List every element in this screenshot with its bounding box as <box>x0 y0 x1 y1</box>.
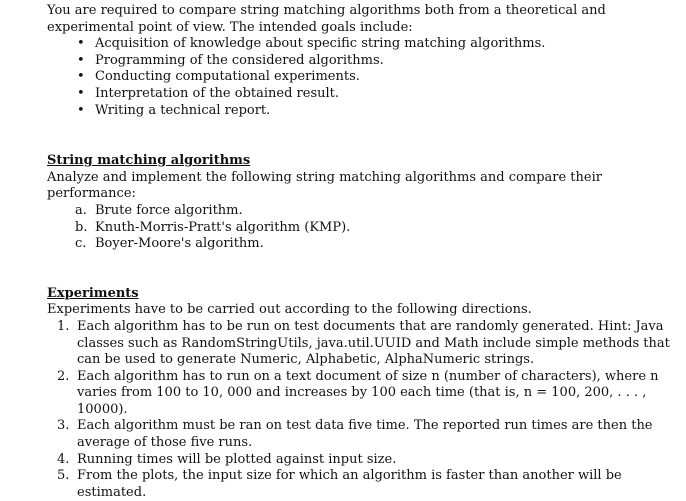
list-marker: 2. <box>57 368 70 384</box>
step-text: Each algorithm must be ran on test data five time. The reported run times are then the average of those five runs. <box>77 418 653 451</box>
document-page <box>47 3 679 501</box>
bullet-icon: • <box>77 85 85 101</box>
algorithm-text: Boyer-Moore's algorithm. <box>95 236 264 252</box>
step-text: From the plots, the input size for which an algorithm is faster than another will be estimated. <box>77 468 622 500</box>
list-item <box>75 220 679 237</box>
algorithm-text: Brute force algorithm. <box>95 202 243 218</box>
step-text: Each algorithm has to be run on test documents that are randomly generated. Hint: Java classes such as RandomStringUtils, java.util.UUID and Math include simple methods that can be used to generate Numeric, Alphabetic, AlphaNumeric strings. <box>77 318 670 368</box>
list-item <box>57 369 679 419</box>
string-matching-description: Analyze and implement the following string matching algorithms and compare their performance: <box>47 169 602 202</box>
step-text: Each algorithm has to run on a text document of size n (number of characters), where n varies from 100 to 10, 000 and increases by 100 each time (that is, n = 100, 200, . . . , 10000). <box>77 368 659 417</box>
list-item <box>77 53 679 70</box>
list-item <box>77 36 679 53</box>
goal-text: Conducting computational experiments. <box>95 69 360 85</box>
experiments-heading: Experiments <box>47 285 139 301</box>
list-marker: 4. <box>57 451 70 467</box>
list-item <box>57 452 679 469</box>
experiments-steps-list <box>47 319 679 501</box>
list-marker: b. <box>75 219 88 235</box>
bullet-icon: • <box>77 52 85 68</box>
list-marker: 1. <box>57 318 70 334</box>
list-item <box>77 103 679 120</box>
list-marker: 3. <box>57 418 70 434</box>
goal-text: Programming of the considered algorithms. <box>95 52 384 68</box>
list-item <box>57 468 679 501</box>
list-item <box>77 86 679 103</box>
bullet-icon: • <box>77 69 85 85</box>
list-item <box>77 69 679 86</box>
string-matching-heading: String matching algorithms <box>47 153 251 169</box>
list-item <box>57 418 679 451</box>
goals-list <box>47 36 679 119</box>
list-marker: 5. <box>57 468 70 484</box>
goal-text: Acquisition of knowledge about specific string matching algorithms. <box>95 36 546 52</box>
goal-text: Writing a technical report. <box>95 102 271 118</box>
goal-text: Interpretation of the obtained result. <box>95 85 340 101</box>
list-marker: a. <box>75 202 87 218</box>
algorithms-list <box>47 203 679 253</box>
list-item <box>57 319 679 369</box>
list-item <box>75 203 679 220</box>
bullet-icon: • <box>77 102 85 118</box>
algorithm-text: Knuth-Morris-Pratt's algorithm (KMP). <box>95 219 351 235</box>
intro-line-2: experimental point of view. The intended goals include: <box>47 19 413 35</box>
bullet-icon: • <box>77 36 85 52</box>
intro-line-1: You are required to compare string matching algorithms both from a theoretical and <box>47 3 606 18</box>
experiments-description: Experiments have to be carried out according to the following directions. <box>47 302 532 318</box>
step-text: Running times will be plotted against input size. <box>77 451 397 467</box>
list-item <box>75 236 679 253</box>
list-marker: c. <box>75 236 87 252</box>
